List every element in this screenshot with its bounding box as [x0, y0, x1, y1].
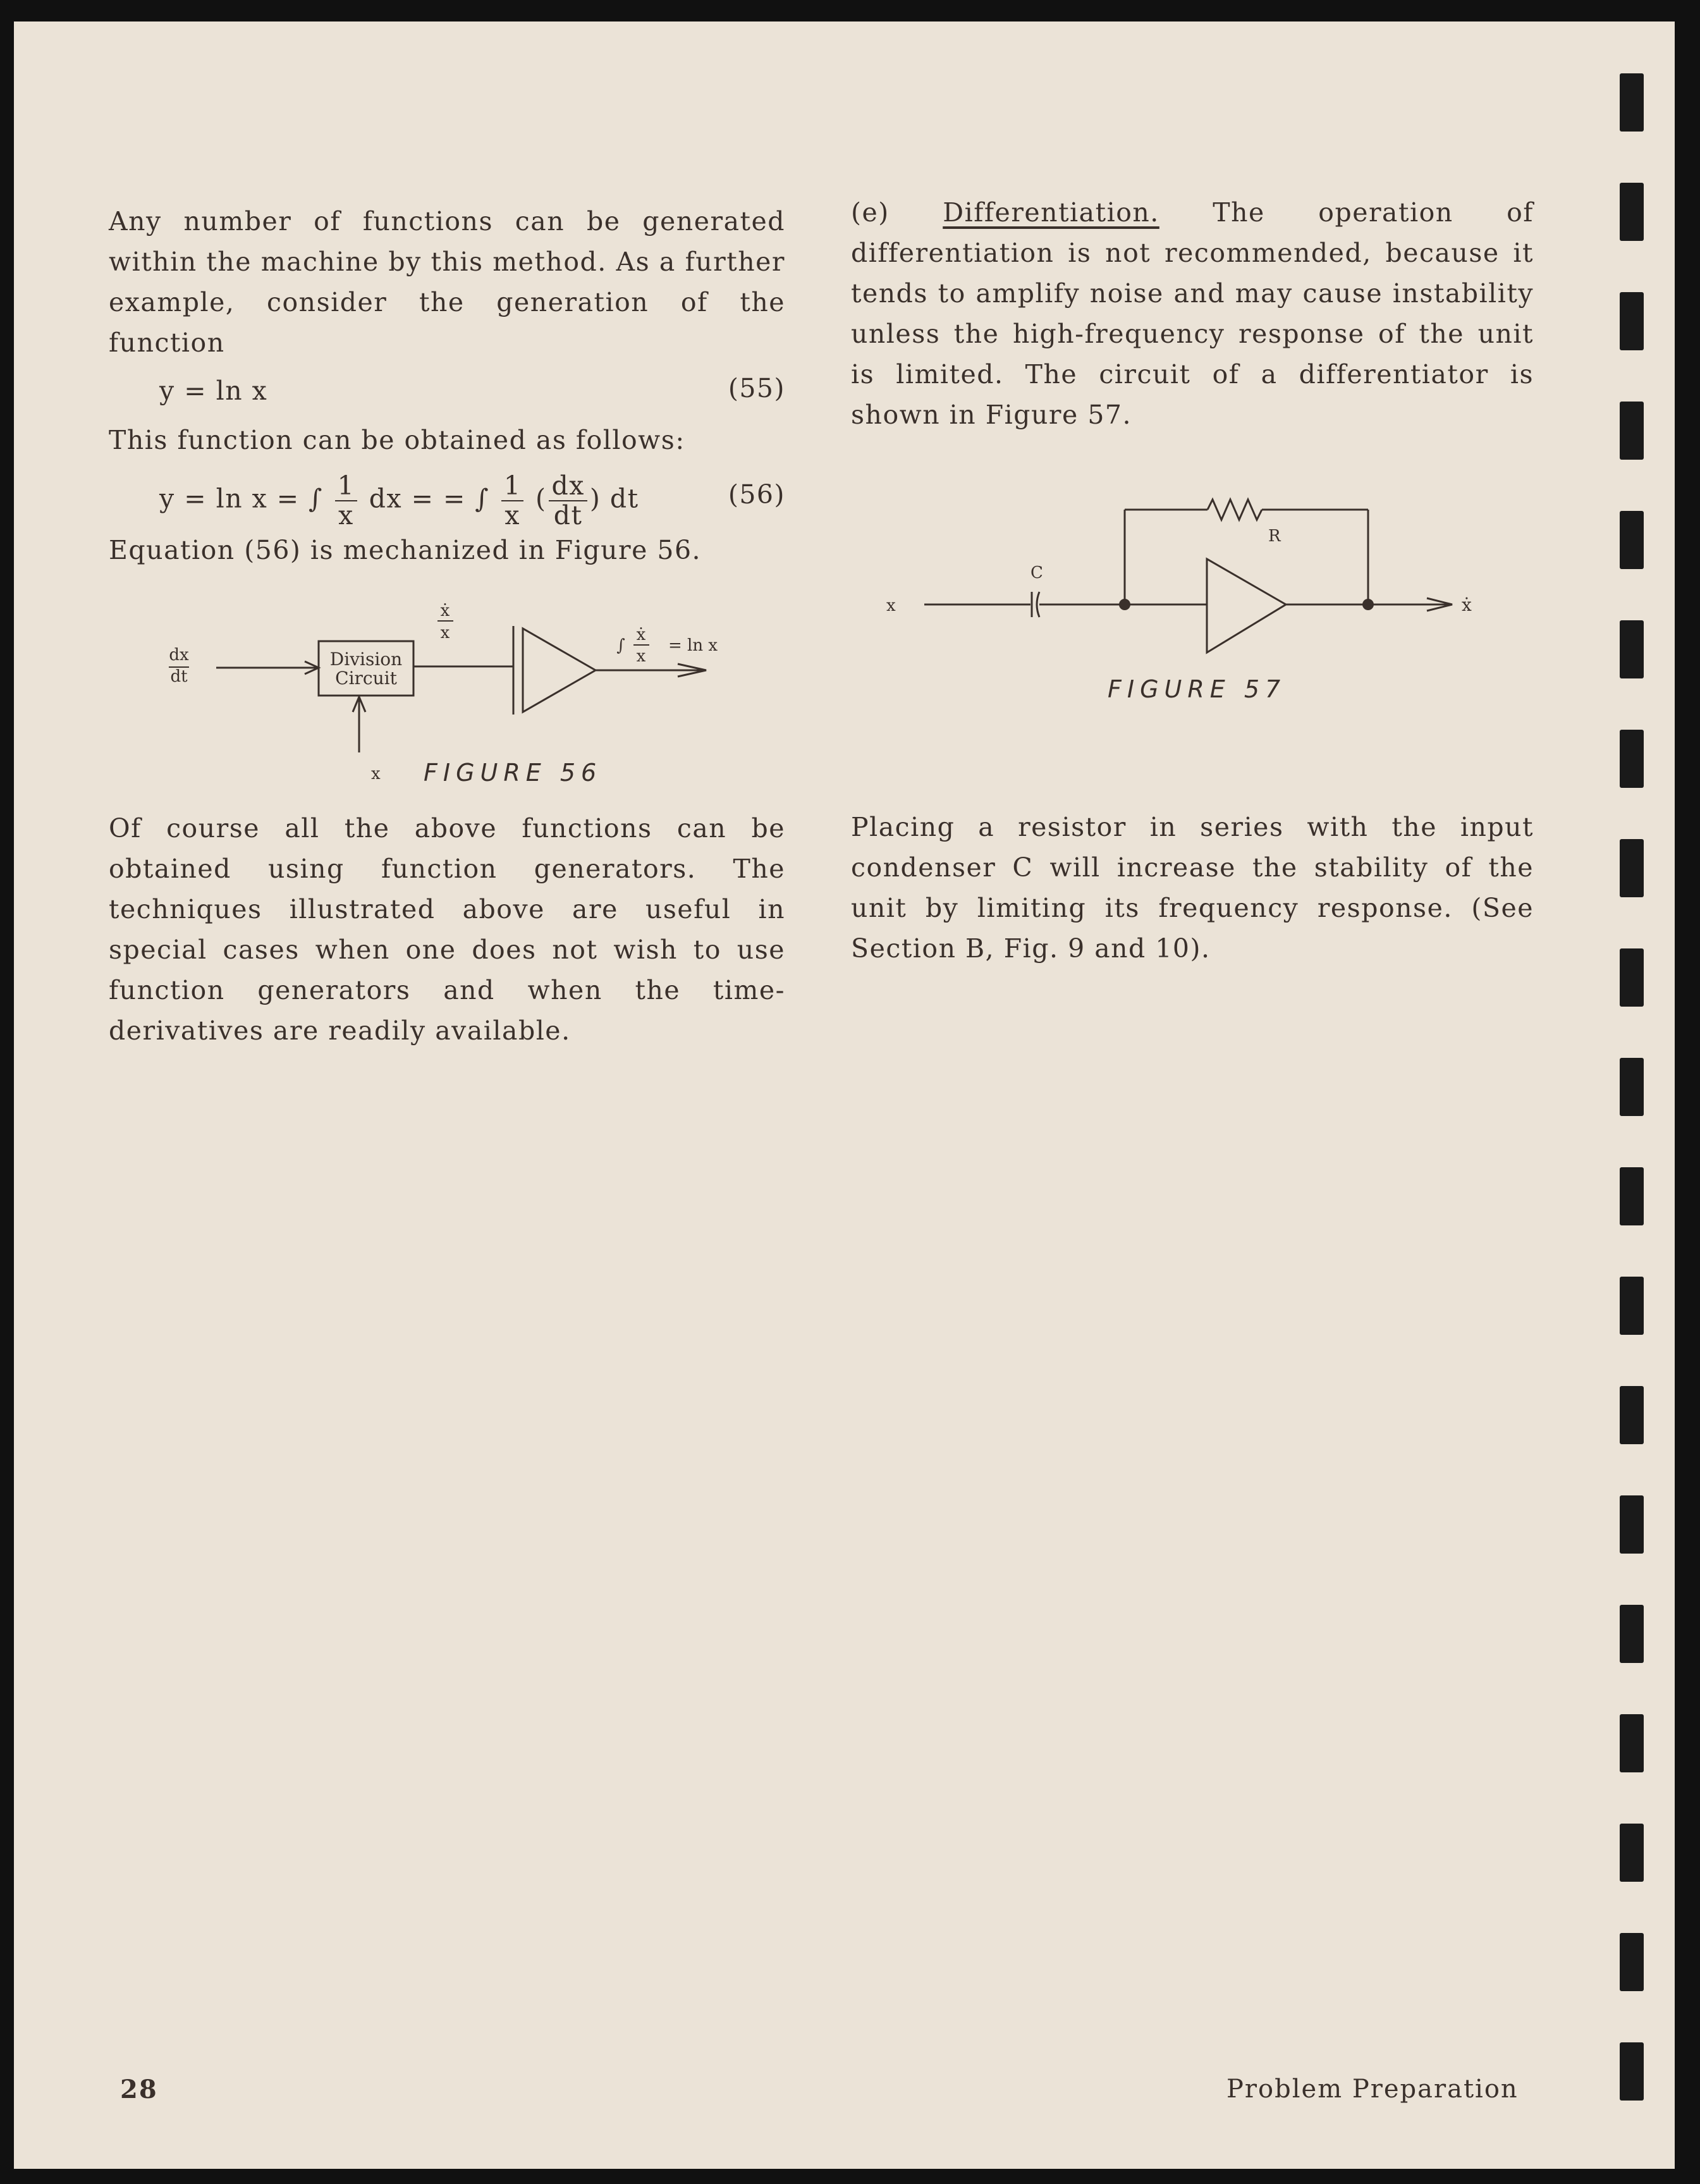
mid-label-den: x [440, 623, 450, 642]
section-heading: Differentiation. [943, 197, 1159, 228]
output-integral: ∫ [616, 636, 625, 655]
section-label: (e) [851, 197, 890, 228]
output-den: x [636, 647, 646, 666]
binding-strip [1620, 1495, 1644, 1554]
binding-strip [1620, 402, 1644, 460]
equation-text: y = ln x [159, 376, 268, 406]
eq-part: dt [609, 483, 639, 514]
figure-57-diagram [886, 489, 1481, 704]
binding-strip [1620, 839, 1644, 897]
binding-strip [1620, 511, 1644, 569]
left-column [109, 201, 785, 570]
equation-text: y = ln x = ∫ $\frac{1}{x}$ dx = = ∫ $\frac{1}{x}$ ( $\frac{dx}{dt}$ ) dt [159, 470, 639, 531]
binding-strip [1620, 730, 1644, 788]
fraction [549, 472, 587, 530]
equation-number: (55) [728, 373, 785, 403]
fraction [335, 472, 358, 530]
numerator: 1 [335, 472, 358, 501]
binding-strip [1620, 1386, 1644, 1444]
binding-strip [1620, 1058, 1644, 1116]
binding-strip [1620, 1605, 1644, 1663]
bottom-input-x: x [371, 764, 381, 783]
resistor-r: R [1268, 527, 1281, 546]
denominator: dt [553, 500, 583, 531]
eq-part: = ∫ [443, 483, 490, 514]
document-page [14, 21, 1675, 2169]
numerator: 1 [501, 472, 524, 501]
equation-56 [109, 460, 785, 530]
paragraph: Any number of functions can be generated within the machine by this method. As a further example, consider the generation of the function [109, 206, 785, 358]
binding-strip [1620, 620, 1644, 678]
figure-57-caption: FIGURE 57 [1108, 675, 1287, 703]
binding-strip [1620, 1277, 1644, 1335]
paragraph: Equation (56) is mechanized in Figure 56. [109, 535, 702, 565]
footer-section-title: Problem Preparation [1226, 2075, 1519, 2104]
paragraph [851, 192, 1534, 435]
figure-56-caption: FIGURE 56 [424, 759, 602, 787]
denominator: x [504, 500, 520, 531]
binding-strip [1620, 1714, 1644, 1772]
page-number: 28 [120, 2075, 158, 2104]
binding-strip [1620, 1167, 1644, 1225]
paragraph: This function can be obtained as follows: [109, 425, 685, 455]
left-column-bottom [109, 808, 785, 1051]
binding-strip [1620, 292, 1644, 350]
division-box-line2: Circuit [335, 668, 397, 689]
division-box-line1: Division [329, 649, 403, 670]
capacitor-c: C [1030, 563, 1043, 582]
output-xdot: ẋ [1462, 594, 1472, 615]
binding-strip [1620, 183, 1644, 241]
equation-number: (56) [728, 479, 785, 510]
right-column-bottom [851, 807, 1534, 969]
equation-55 [109, 363, 785, 420]
right-column [851, 192, 1534, 435]
output-ln: = ln x [668, 636, 718, 655]
input-x: x [886, 596, 896, 615]
binding-strip [1620, 1824, 1644, 1882]
numerator: dx [549, 472, 587, 501]
output-num: ẋ [636, 625, 646, 644]
input-dx: dx [169, 646, 189, 665]
mid-label-num: ẋ [440, 601, 450, 620]
binding-strip [1620, 2042, 1644, 2101]
paragraph: Placing a resistor in series with the input condenser C will increase the stability of the unit by limiting its frequency response. (See Section B, Fig. 9 and 10). [851, 812, 1534, 964]
fraction [501, 472, 524, 530]
eq-part: y = ln x = ∫ [159, 483, 324, 514]
input-dt: dt [170, 667, 188, 686]
binding-strip [1620, 948, 1644, 1007]
binding-strip [1620, 1933, 1644, 1991]
paragraph-text: The operation of differentiation is not recommended, because it tends to amplify noise and may cause instability unless the high-frequency response of the unit is limited. The circuit of a differentiator is shown in Figure 57. [851, 197, 1534, 430]
paragraph: Of course all the above functions can be obtained using function generators. The techniques illustrated above are useful in special cases when one does not wish to use function generators and when the time-derivatives are readily available. [109, 813, 785, 1046]
eq-part: dx = [369, 483, 434, 514]
binding-strip [1620, 73, 1644, 132]
denominator: x [338, 500, 354, 531]
